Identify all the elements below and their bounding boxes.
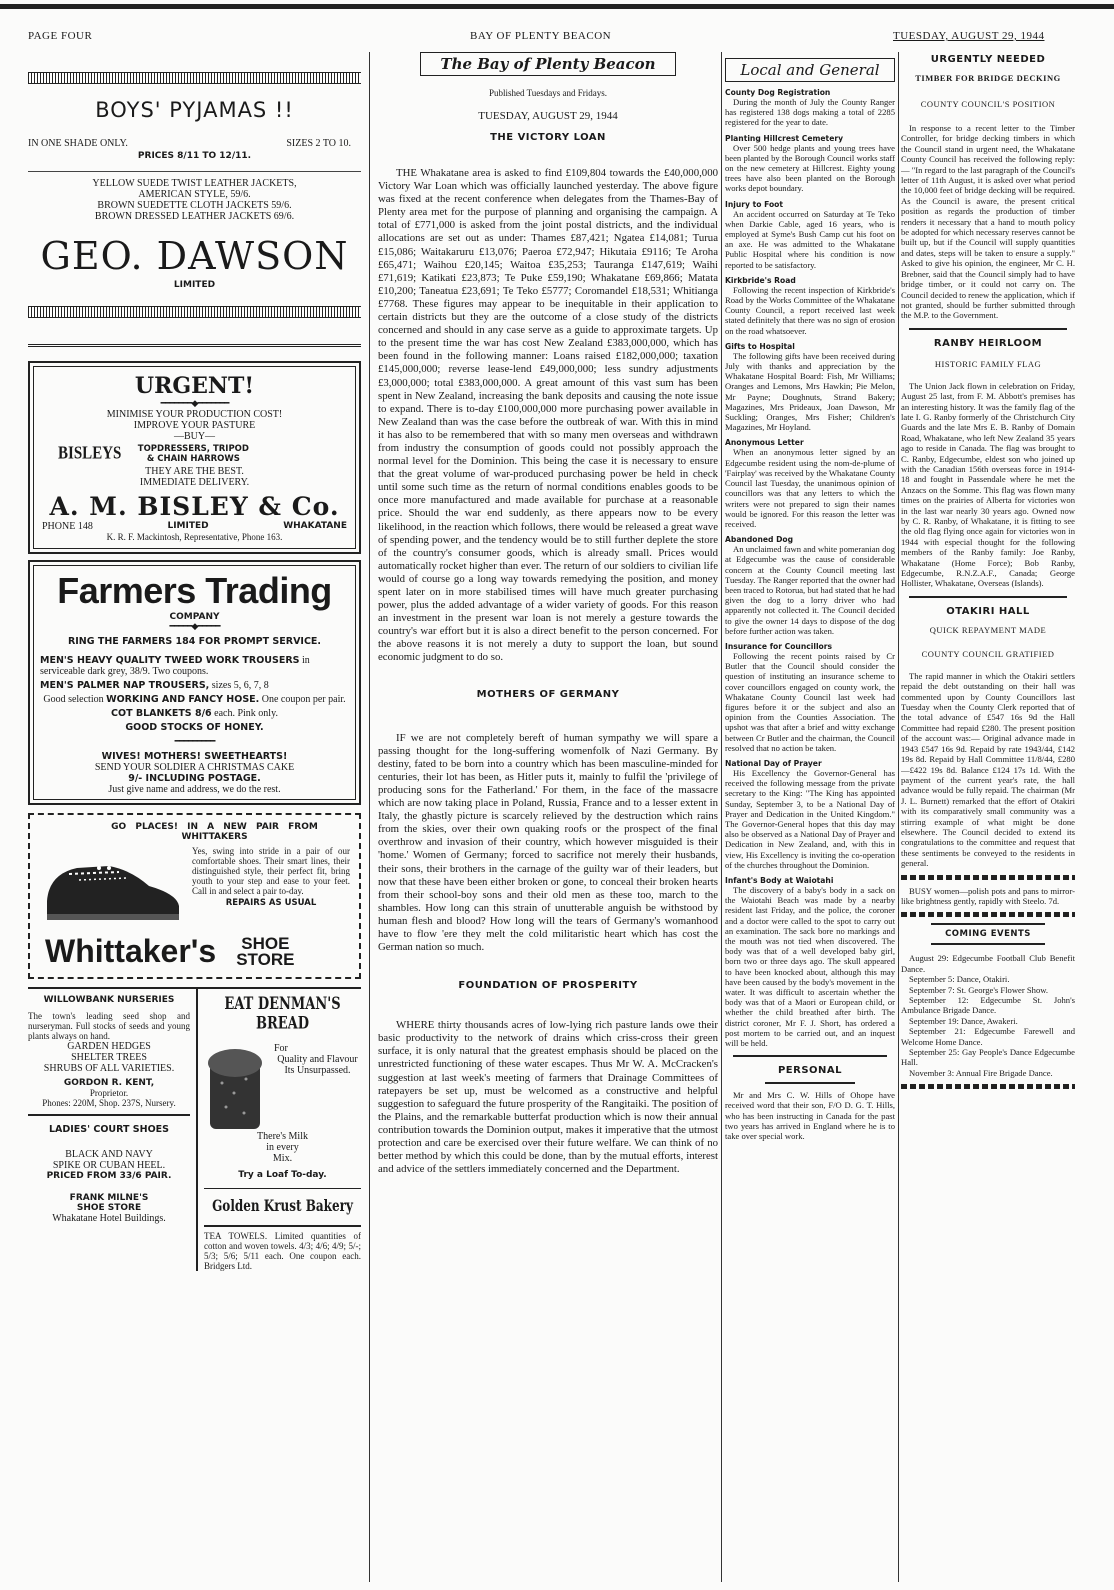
editorial-heading: FOUNDATION OF PROSPERITY — [458, 980, 638, 992]
ad-shade: IN ONE SHADE ONLY. — [28, 138, 128, 149]
shoe-icon — [39, 846, 184, 931]
news-item-body: Following the recent inspection of Kirkbride's Road by the Works Committee of the Whakatane County Council, a report received last week stated definitely that there was no sign of erosion on the road whatsoever. — [725, 284, 895, 336]
news-item-heading: Abandoned Dog — [725, 535, 794, 545]
event-item: September 19: Dance, Awakeri. — [909, 1015, 1018, 1026]
news-item-heading: Insurance for Councillors — [725, 641, 833, 651]
products: TOPDRESSERS, TRIPOD & CHAIN HARROWS — [137, 444, 249, 464]
item-text: in serviceable dark grey, 38/9. Two coupons. — [40, 655, 310, 677]
article-heading: OTAKIRI HALL — [946, 605, 1030, 617]
busy-ad: BUSY women—polish pots and pans to mirror-like brightness gently, rapidly with Steelo. 7d. — [901, 885, 1075, 906]
ad-line: Whakatane Hotel Buildings. — [52, 1213, 166, 1224]
ad-line: BLACK AND NAVY — [65, 1149, 153, 1160]
ad-title: Farmers Trading — [57, 570, 332, 611]
event-item: November 3: Annual Fire Brigade Dance. — [909, 1067, 1053, 1078]
article-subheading: QUICK REPAYMENT MADE — [929, 624, 1047, 635]
article-body: In response to a recent letter to the Timber Controller, for bridge decking timbers in which the Council stand in urgent need, the Whakatane County Council has received the following reply:— "In regard to the last paragraph of the Council's letter of 11th August, it is asked over what period the 10,000 feet of bridge decking will be required. As the Council is aware, the present critical position as regards the production of timber renders it necessary that a hand to mouth policy be adopted for which necessary reserves cannot be built up, but if the Council will supply quantities and dates, steps will be taken to ensure a supply." Asked to give his opinion, the engineer, Mr C. H. Brebner, said that the Council simply had to have bridge timber, or it could not carry on. The Council decided to renew the application, which if not granted, should be further submitted through the M.P. to the Government. — [901, 123, 1075, 321]
proprietor: Proprietor. — [89, 1088, 129, 1098]
item-text: SEND YOUR SOLDIER A CHRISTMAS CAKE — [94, 762, 295, 773]
ad-prices: PRICES 8/11 TO 12/11. — [137, 151, 252, 161]
editorial-body: IF we are not completely bereft of human sympathy we will spare a passing thought for the long-suffering womenfolk of Nazi Germany. By destiny, fated to be born into a country which has been masculine-minded for centuries, their lot has been, as Hitler puts it, mainly to fulfil the 'privilege of producing sons for the Fatherland.' For them, in the face of the massacre which are now taking place in Poland, Russia, France and to a lesser extent in Italy, the ghastly picture is scarcely relieved by the destruction which rains from the skies, over their own quaking roofs or the prospect of the final overthrow and invasion of their country, which however misguided is their 'home.' Women of Germany; forced to sacrifice not merely their husbands, their sons, their brothers in the carnage of the guilty war of their leaders, but now that these have been either broken or gone, to conceal their broken hearts from their school-boy sons and their old men as these too, march to the shambles. How long can this strain of unutterable anguish be withstood by human flesh and blood? How long will the tears of Germany's womanhood have to flow 'ere they melt the cold militaristic heart which has cost the German nation so much. — [378, 731, 718, 954]
ad-line: SHRUBS OF ALL VARIETIES. — [43, 1063, 175, 1074]
article-subheading: TIMBER FOR BRIDGE DECKING — [915, 73, 1061, 83]
item-bold: MEN'S HEAVY QUALITY TWEED WORK TROUSERS — [40, 655, 300, 666]
item-bold: 9/- INCLUDING POSTAGE. — [128, 773, 261, 784]
ad-line: MINIMISE YOUR PRODUCTION COST! — [106, 409, 283, 420]
paper-name: BAY OF PLENTY BEACON — [470, 30, 612, 42]
company: COMPANY — [169, 612, 220, 622]
event-item: September 12: Edgecumbe St. John's Ambulance Brigade Dance. — [901, 995, 1075, 1016]
ad-pyjamas — [28, 72, 361, 318]
news-item-body: His Excellency the Governor-General has received the following message from the private secretary to the King: "The King has appointed Sunday, September 3, to be a National Day of Prayer and Dedication in the United Kingdom." The Governor-General hopes that this day may also be observed as a National Day of Prayer and Dedication in New Zealand, and, with this in view, His Excellency is inviting the co-operation of the churches throughout the Dominion. — [725, 767, 895, 870]
ad-line: —BUY— — [173, 431, 216, 442]
item-bold: GOOD STOCKS OF HONEY. — [125, 722, 264, 733]
milk-line: in every — [266, 1142, 299, 1153]
column-rule — [898, 52, 899, 1582]
ad-line: FRANK MILNE'S — [69, 1193, 149, 1203]
news-item-heading: Injury to Foot — [725, 199, 784, 209]
section-title: Local and General — [725, 58, 895, 82]
editorial-body: THE Whakatane area is asked to find £109,804 towards the £40,000,000 Victory War Loan which was officially launched yesterday. The above figure was fixed at the recent conference when delegates from the Thames-Bay of Plenty area met for the purpose of planning and organising the campaign. A total of £771,000 is asked from the joint postal districts, and the individual allocations are set out as under: Thames £87,421; Ngatea £14,081; Turua £15,086; Waitakaruru £13,076; Paeroa £72,947; Hikutaia £9116; Te Aroha £65,471; Waihou £20,145; Waitoa £35,253; Tauranga £147,619; Waihi £71,619; Katikati £23,873; Te Puke £59,190; Whakatane £69,866; Matata £10,200; Taneatua £23,691; Te Teko £5777; Coromandel £18,531; Whitianga £7768. These figures may appear to be inequitable in their application to certain districts but they are the outcome of a close study of the districts concerned and should in any case serve as a guide to approximate targets. Up to the present time the war has cost New Zealand £383,000,000, which has been found in the following manner: Loans raised £182,000,000; taxation £145,000,000; reverse lease-lend £49,000,000; less sundry adjustments £3,000,000; total £383,000,000. A great amount of this vast sum has been spent in New Zealand, increasing the bank deposits and causing the note issue to expand. There is to-day £100,000,000 more purchasing power available in New Zealand than was the case before the outbreak of war. With this in mind it has also to be remembered that with so many men overseas and withdrawn from industry the consumption of goods could not possibly approach the normal level for the Dominion. This being the case it is necessary to ensure that the great volume of war-produced purchasing power be held in check until some such time as the return of normal conditions enables goods to be once more manufactured and made available for purchase at a reasonable price. Should the war end suddenly, as there appears now to be every likelihood, in the reaction which follows, there would be released a great wave of spending power, and the tendency would be to still further deplete the store of the country's consumer goods, which is already small. Prices would automatically rocket higher than ever. The return of our soldiers to civilian life would of course go a long way towards remedying the position, and money spent later on in more stabilised times will have much greater purchasing power, plus the added advantage of a wider variety of goods. For this reason an investment in the present war loan is not merely a gesture towards the country's war effort but it is also a direct benefit to the person concerned. For the above reasons it is not merely a duty to support the loan, but sound economic judgment to do so. — [378, 167, 718, 664]
column-rule — [369, 52, 370, 1582]
personal-heading: PERSONAL — [777, 1065, 843, 1077]
repairs: REPAIRS AS USUAL — [225, 898, 317, 908]
news-item-heading: Anonymous Letter — [725, 438, 804, 448]
store-word: SHOE — [241, 933, 290, 953]
advertisement-column — [28, 52, 361, 1582]
firm-limited: LIMITED — [173, 280, 216, 290]
milk-line: There's Milk — [257, 1131, 308, 1142]
article-heading: URGENTLY NEEDED — [930, 54, 1046, 65]
item-text: each. Pink only. — [214, 708, 278, 719]
news-item-heading: Kirkbride's Road — [725, 275, 796, 285]
item-bold: WORKING AND FANCY HOSE. — [106, 694, 260, 705]
events-heading: COMING EVENTS — [945, 929, 1031, 940]
ad-title: LADIES' COURT SHOES — [48, 1124, 169, 1135]
item-text: sizes 5, 6, 7, 8 — [211, 680, 269, 691]
news-item-heading: County Dog Registration — [725, 88, 831, 97]
editorial-column — [378, 52, 718, 1582]
item-bold: COT BLANKETS 8/6 — [111, 708, 212, 719]
news-item-heading: National Day of Prayer — [725, 758, 822, 768]
item-text: Just give name and address, we do the rest. — [108, 784, 281, 795]
ring-line: RING THE FARMERS 184 FOR PROMPT SERVICE. — [67, 636, 322, 647]
page-number: PAGE FOUR — [28, 30, 93, 42]
ad-whittaker — [28, 813, 361, 979]
firm-name: A. M. BISLEY & Co. — [49, 492, 340, 521]
item-text: One coupon per pair. — [261, 694, 346, 705]
brand-name: BISLEYS — [58, 443, 122, 463]
ad-sizes: SIZES 2 TO 10. — [286, 138, 351, 149]
hatch-divider — [28, 72, 361, 84]
event-item: September 25: Gay People's Dance Edgecumbe Hall. — [901, 1047, 1075, 1068]
ad-line: IMPROVE YOUR PASTURE — [133, 420, 256, 431]
news-item-body: The discovery of a baby's body in a sack on the Waiotahi Beach was made by a nearby resident last Friday, and the police, the coroner and a doctor were called to the spot to carry out an examination. The sack bore no markings and the mouth was not tied when discovered. The body was that of a well developed baby girl, born two or three days ago. The skull appeared to have been knocked about, although this may have been caused by the body's movement in the water. It was difficult to ascertain whether the body was that of a Maori or European child, or whether the child breathed after birth. The district coroner, Mr F. J. Short, has ordered a post mortem to be carried out, and an inquest will be held. — [725, 885, 895, 1049]
article-subheading: COUNTY COUNCIL'S POSITION — [920, 99, 1056, 109]
issue-date: TUESDAY, AUGUST 29, 1944 — [893, 30, 1045, 42]
news-item-body: Over 500 hedge plants and young trees have been planted by the Borough Council works staff on the new cemetery at Hillcrest. Eighty young trees have also been planted on the Borough works depot boundary. — [725, 142, 895, 194]
ad-body: The town's leading seed shop and nurseryman. Full stocks of seeds and young plants always on hand. — [28, 1011, 190, 1041]
ad-line: IMMEDIATE DELIVERY. — [139, 477, 250, 488]
ad-line: GARDEN HEDGES — [67, 1041, 151, 1052]
right-column — [901, 52, 1075, 1582]
news-item-body: An unclaimed fawn and white pomeranian dog at Edgecumbe was the cause of considerable concern at the County Council meeting last Tuesday. The Ranger reported that the owner had been traced to Rotorua, but had stated that he had given the dog to a lorry driver who had apparently not collected it. The Council decided to give the owner 14 days to dispose of the dog before further action was taken. — [725, 544, 895, 636]
hatch-divider — [28, 306, 361, 318]
store-name: Whittaker's — [45, 933, 217, 969]
news-item-heading: Planting Hillcrest Cemetery — [725, 133, 844, 143]
personal-body: Mr and Mrs C. W. Hills of Ohope have received word that their son, F/O D. G. T. Hills, who has been instructing in Canada for the past two years has arrived in England where he is to take over special work. — [725, 1090, 895, 1142]
article-subheading: COUNTY COUNCIL GRATIFIED — [921, 648, 1055, 659]
ad-title: URGENT! — [134, 373, 255, 399]
editorial-date: TUESDAY, AUGUST 29, 1944 — [478, 110, 618, 122]
event-item: August 29: Edgecumbe Football Club Benefit Dance. — [901, 953, 1075, 974]
news-item-heading: Infant's Body at Waiotahi — [725, 876, 834, 885]
store-word: STORE — [236, 949, 295, 969]
firm-name: GEO. DAWSON — [40, 234, 349, 278]
ad-title: BOYS' PYJAMAS !! — [95, 98, 294, 122]
masthead: The Bay of Plenty Beacon — [440, 55, 656, 73]
ad-line: SHOE STORE — [76, 1203, 142, 1213]
editorial-heading: THE VICTORY LOAN — [490, 132, 606, 143]
bread-loaf-icon — [204, 1043, 266, 1131]
quality: Quality and Flavour Its Unsurpassed. — [277, 1054, 358, 1076]
ad-line: SPIKE OR CUBAN HEEL. — [52, 1160, 166, 1171]
article-subheading: HISTORIC FAMILY FLAG — [934, 358, 1042, 369]
article-heading: RANBY HEIRLOOM — [933, 337, 1043, 349]
phones: Phones: 220M, Shop. 237S, Nursery. — [42, 1098, 176, 1108]
news-item-body: Following the recent points raised by Cr Butler that the Council should consider the question of instituting an insurance scheme to cover councillors engaged on county work, the Whakatane County Council last week had figures before it or the subject and also an opinion from the Counties Association. The upshot was that after a brief and witty exchange between Cr Butler and the chairman, the Council resolved that no action be taken. — [725, 650, 895, 753]
ad-body: Yes, swing into stride in a pair of our comfortable shoes. Their smart lines, their distinguished style, their perfect fit, bring youth to your step and ease to your feet. Call in and select a pair to-day. — [192, 846, 350, 896]
published: Published Tuesdays and Fridays. — [488, 88, 607, 98]
ad-line: THEY ARE THE BEST. — [145, 466, 244, 477]
news-item-body: The following gifts have been received during July with thanks and appreciation by the Whakatane Hospital Board: Fish, Mr Williams; Oranges and Lemons, Mrs Hawkin; Pie Melon, Mr Payne; Doughnuts, Strand Bakery; Magazines, Mrs Prideaux, Joan Dawson, Mr Suckling; Oranges, Mrs Fisher; Children's Magazines, Mr Hoyland. — [725, 350, 895, 433]
editorial-heading: MOTHERS OF GERMANY — [476, 688, 620, 700]
editorial-body: WHERE thirty thousands acres of low-lying rich pasture lands owe their basic productivity to the network of drains which criss-cross their green surface, it is only natural that the greatest emphasis should be placed on the unrestricted functioning of these water escapes. Thus Mr W. A. McCracken's suggestion at last week's meeting of farmers that Drainage Committees of ratepayers be set up, must be welcomed as a constructive and helpful suggestion to safeguard the future prosperity of the Rangitaiki. The position of the Plains, and the remarkable butterfat production which is now their annual contribution towards the Dominion output, makes it imperative that the utmost protection and care be exercised over their future welfare. We can think of no better method by which this could be done, than by the mutual efforts, interest and advice of the settlers immediately concerned and the Department. — [378, 1019, 718, 1176]
ad-title: WILLOWBANK NURSERIES — [43, 995, 175, 1005]
go-places: GO PLACES! IN A NEW PAIR FROM WHITTAKERS — [111, 822, 318, 842]
news-item-body: An accident occurred on Saturday at Te Teko when Darkie Cable, aged 16 years, who is employed at Syme's Bush Camp cut his foot on an axe. He was admitted to the Whakatane Public Hospital where his condition is now reported to be satisfactory. — [725, 208, 895, 270]
ad-line: YELLOW SUEDE TWIST LEATHER JACKETS, AMERICAN STYLE, 59/6. — [92, 178, 297, 200]
ad-bisley: URGENT! ━━━━━━━◆━━━━━━━ MINIMISE YOUR PRODUCTION COST! IMPROVE YOUR PASTURE —BUY— BISLEYS TOPDRESSERS, TRIPOD & CHAIN HARROWS THEY ARE THE BEST. IMMEDIATE DELIVERY. A. M. BISLEY & Co. PHONE 148 LIMITED WHAKATANE K. R. F. Mackintosh, Representative, Phone 163. — [28, 361, 361, 554]
top-rule — [0, 4, 1114, 9]
event-item: September 21: Edgecumbe Farewell and Welcome Home Dance. — [901, 1026, 1075, 1047]
milk-line: Mix. — [272, 1153, 293, 1164]
ad-ladies-shoes — [28, 1124, 190, 1224]
representative: K. R. F. Mackintosh, Representative, Phone 163. — [106, 532, 283, 542]
news-item-body: When an anonymous letter signed by an Edgecumbe resident using the nom-de-plume of 'Fairplay' was received by the Whakatane County Council last Tuesday, the unanimous opinion of councillors was that any letters to which the writers were not prepared to sign their names would be ignored. For this reason the letter was received. — [725, 447, 895, 529]
try-line: Try a Loaf To-day. — [238, 1170, 327, 1180]
town: WHAKATANE — [283, 521, 347, 531]
column-rule — [721, 52, 722, 1582]
ad-willowbank — [28, 995, 190, 1108]
ad-line: PRICED FROM 33/6 PAIR. — [46, 1171, 172, 1181]
proprietor-name: GORDON R. KENT, — [63, 1078, 155, 1088]
phone: PHONE 148 — [42, 521, 93, 532]
ad-farmers-trading: Farmers Trading COMPANY ━━━━━◆━━━━━ RING THE FARMERS 184 FOR PROMPT SERVICE. MEN'S HEAVY QUALITY TWEED WORK TROUSERS in serviceable dark grey, 38/9. Two coupons. MEN'S PALMER NAP TROUSERS, sizes 5, 6, 7, 8 Good selection WORKING AND FANCY HOSE. One coupon per pair. COT BLANKETS 8/6 each. Pink only. GOOD STOCKS OF HONEY. ━━━━━━━━━ WIVES! MOTHERS! SWEETHEARTS! SEND YOUR SOLDIER A CHRISTMAS CAKE 9/- INCLUDING POSTAGE. Just give name and address, we do the rest. — [28, 560, 361, 805]
event-item: September 7: St. George's Flower Show. — [909, 984, 1049, 995]
tea-towels: TEA TOWELS. Limited quantities of cotton and woven towels. 4/3; 4/6; 4/9; 5/-; 5/3; 5/6; 5/11 each. One coupon each. Bridgers Ltd. — [204, 1231, 361, 1271]
ad-title: EAT DENMAN'S BREAD — [224, 994, 341, 1034]
item-bold: MEN'S PALMER NAP TROUSERS, — [40, 680, 210, 691]
item-bold: WIVES! MOTHERS! SWEETHEARTS! — [101, 751, 288, 762]
ad-denman — [198, 989, 361, 1271]
ad-line: BROWN SUEDETTE CLOTH JACKETS 59/6. — [97, 200, 292, 211]
firm-limited: LIMITED — [167, 521, 209, 531]
event-item: September 5: Dance, Otakiri. — [909, 974, 1010, 985]
news-item-heading: Gifts to Hospital — [725, 341, 795, 351]
article-body: The Union Jack flown in celebration on Friday, August 25 last, from F. M. Abbott's premises has an interesting history. It was the family flag of the late I. G. Ranby formerly of the Christchurch City Guards and the late Mrs E. B. Ranby of Domain Road, Whakatane, who left New Zealand 35 years ago to reside in Canada. The flag was brought to C. Ranby, Edgecumbe, eldest son who joined up with the Canadian 156th overseas force in 1914-18 and fought in Passendale where he met the Anzacs on the Somme. This flag was flown many times on the prairies of Alberta for victories won in the last war nearly 30 years ago. Owned now by C. R. Ranby, of Whakatane, it is fitting to see the old flag flying once again for victories won in 1944 with especial thought for the following members of the Ranby family: Joe Ranby, Whakatane (Home Force); Bob Ranby, Edgecumbe, R.N.Z.A.F., Canada; George Hollister, Whakatane, Overseas (Islands). — [901, 380, 1075, 589]
local-general-column — [725, 52, 895, 1582]
item-text: Good selection — [43, 694, 104, 705]
article-body: The rapid manner in which the Otakiri settlers repaid the debt outstanding on their hall was commented upon by County Councillors last Tuesday when the County Clerk reported that of the total advance of £547 16s 9d the Hall Committee had repaid £280. The present position of the account was:— Original advance made in 1943 £547 16s 9d. Repaid by rate 1943/44, £142 19s 8d. Repaid by Hall Committee 11/8/44, £280—£422 19s 8d. Balance £124 17s 1d. With the payment of the current year's rate, the hall advance would be fully repaid. The chairman (Mr J. L. Burnett) remarked that the effort of Otakiri with its comparatively small community was a stirring example of what might be done elsewhere. The Council decided to extend its congratulations to the committee and request that these sentiments be conveyed to the residents in general. — [901, 670, 1075, 869]
ad-for: For — [274, 1043, 288, 1054]
news-item-body: During the month of July the County Ranger has registered 138 dogs making a total of 2285 registered for the year to date. — [725, 97, 895, 128]
ad-line: SHELTER TREES — [71, 1052, 147, 1063]
bakery-name: Golden Krust Bakery — [212, 1196, 353, 1216]
ad-line: BROWN DRESSED LEATHER JACKETS 69/6. — [94, 211, 295, 222]
